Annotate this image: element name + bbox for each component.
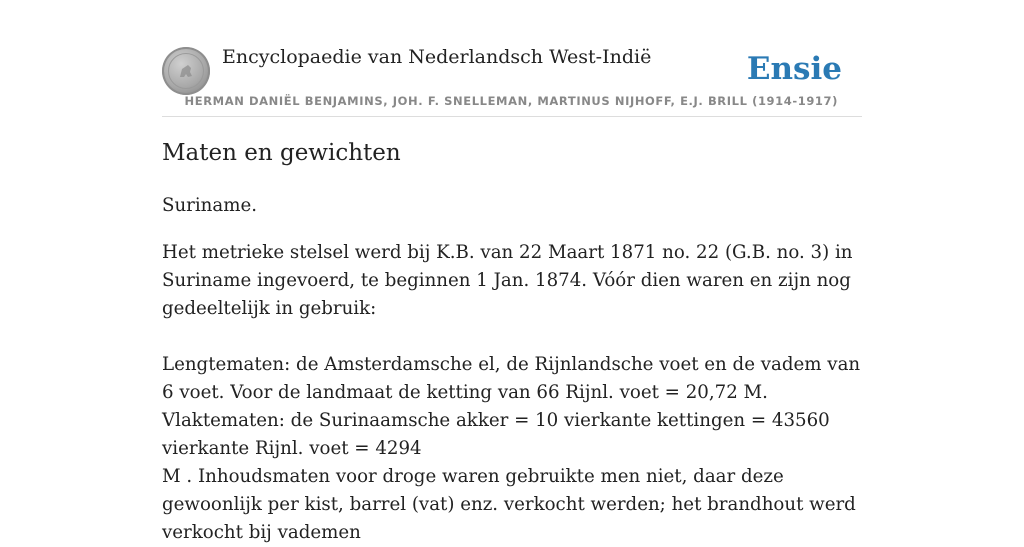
book-title[interactable]: Encyclopaedie van Nederlandsch West-Indië — [222, 46, 652, 68]
article-title: Maten en gewichten — [162, 140, 401, 166]
brand-logo[interactable]: Ensie — [746, 51, 842, 87]
article-paragraph: M . Inhoudsmaten voor droge waren gebruikte men niet, daar deze gewoonlijk per kist, barrel (vat) enz. verkocht werden; het brandhout werd verkocht bij vademen — [162, 466, 856, 543]
authors-line: HERMAN DANIËL BENJAMINS, JOH. F. SNELLEMAN, MARTINUS NIJHOFF, E.J. BRILL (1914-1917) — [184, 94, 838, 108]
article-paragraph: Suriname. — [162, 195, 258, 216]
page — [162, 0, 862, 543]
article-paragraph: Het metrieke stelsel werd bij K.B. van 22 Maart 1871 no. 22 (G.B. no. 3) in Suriname ingevoerd, te beginnen 1 Jan. 1874. Vóór dien waren en zijn nog gedeeltelijk in gebruik: — [162, 242, 853, 319]
article-paragraph: Lengtematen: de Amsterdamsche el, de Rijnlandsche voet en de vadem van 6 voet. Voor de landmaat de ketting van 66 Rijnl. voet = 20,72 M. Vlaktematen: de Surinaamsche akker = 10 vierkante kettingen = 43560 vierkante Rijnl. voet = 4294 — [162, 354, 861, 459]
site-header — [162, 44, 862, 117]
coin-emblem-icon — [174, 59, 198, 83]
coin-icon[interactable] — [162, 47, 210, 95]
